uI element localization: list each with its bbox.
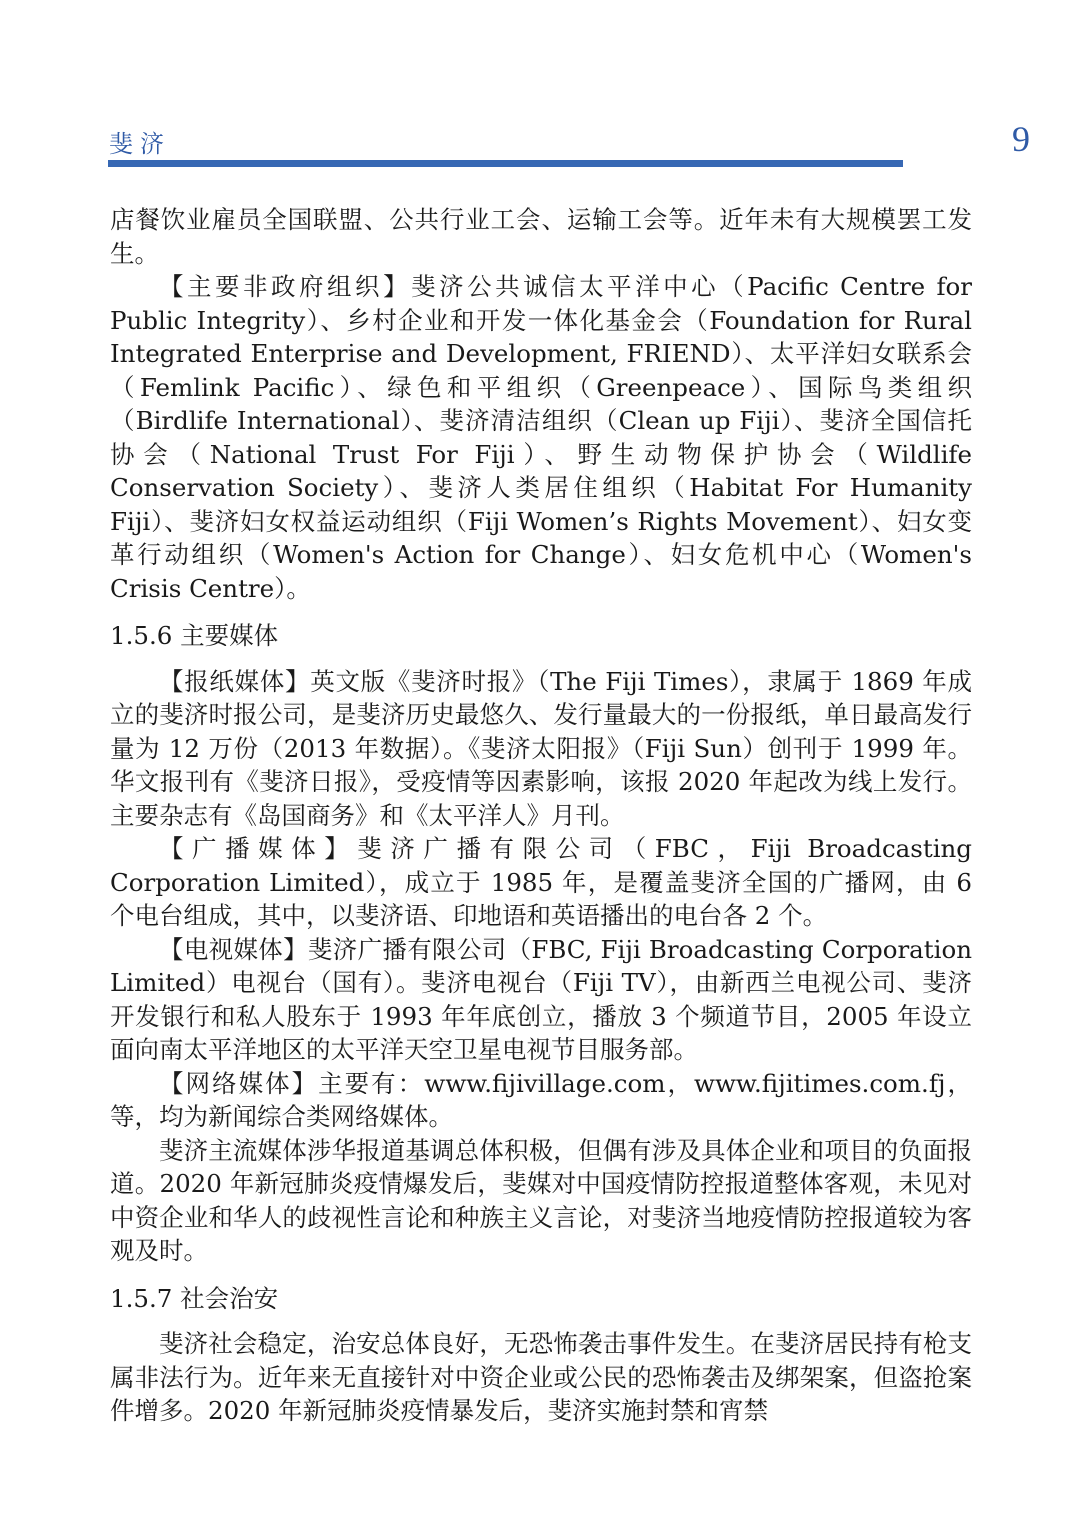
link-separator: ，: [665, 1068, 694, 1098]
section-heading-security: 1.5.7 社会治安: [110, 1283, 279, 1313]
online-media-suffix: ，等，均为新闻综合类网络媒体。: [110, 1068, 973, 1131]
page-number: 9: [1012, 119, 1030, 159]
paragraph-tv: 【电视媒体】斐济广播有限公司（FBC, Fiji Broadcasting Corporation Limited）电视台（国有）。斐济电视台（Fiji TV），由新西兰电视公司、斐济开发银行和私人股东于 1993 年年底创立，播放 3 个频道节目，2005 年设立面向南太平洋地区的太平洋天空卫星电视节目服务部。: [110, 934, 972, 1064]
online-media-prefix: 【网络媒体】主要有：: [159, 1068, 425, 1098]
paragraph-media-summary: 斐济主流媒体涉华报道基调总体积极，但偶有涉及具体企业和项目的负面报道。2020 年新冠肺炎疫情爆发后，斐媒对中国疫情防控报道整体客观，未见对中资企业和华人的歧视性言论和种族主义言论，对斐济当地疫情防控报道较为客观及时。: [110, 1135, 972, 1265]
paragraph-radio: 【广播媒体】斐济广播有限公司（FBC，Fiji Broadcasting Corporation Limited），成立于 1985 年，是覆盖斐济全国的广播网，由 6 个电台组成，其中，以斐济语、印地语和英语播出的电台各 2 个。: [110, 834, 972, 930]
paragraph-online-media: [110, 1067, 972, 1134]
link-fijitimes[interactable]: www.fijitimes.com.fj: [693, 1068, 946, 1098]
paragraph-newspaper: 【报纸媒体】英文版《斐济时报》（The Fiji Times），隶属于 1869 年成立的斐济时报公司，是斐济历史最悠久、发行量最大的一份报纸，单日最高发行量为 12 万份（2013 年数据）。《斐济太阳报》（Fiji Sun）创刊于 1999 年。华文报刊有《斐济日报》，受疫情等因素影响，该报 2020 年起改为线上发行。主要杂志有《岛国商务》和《太平洋人》月刊。: [110, 666, 972, 830]
paragraph-continuation: 店餐饮业雇员全国联盟、公共行业工会、运输工会等。近年未有大规模罢工发生。: [110, 205, 972, 268]
section-heading-media: 1.5.6 主要媒体: [110, 621, 279, 650]
page-body: [110, 203, 972, 1428]
header-rule: [108, 160, 903, 167]
running-header: 斐济: [109, 130, 171, 158]
paragraph-security: 斐济社会稳定，治安总体良好，无恐怖袭击事件发生。在斐济居民持有枪支属非法行为。近年来无直接针对中资企业或公民的恐怖袭击及绑架案，但盗抢案件增多。2020 年新冠肺炎疫情暴发后，斐济实施封禁和宵禁: [110, 1329, 972, 1425]
paragraph-ngo: 【主要非政府组织】斐济公共诚信太平洋中心（Pacific Centre for Public Integrity）、乡村企业和开发一体化基金会（Foundation for Rural Integrated Enterprise and Development, FRIEND）、太平洋妇女联系会（Femlink Pacific）、绿色和平组织（Greenpeace）、国际鸟类组织（Birdlife International）、斐济清洁组织（Clean up Fiji）、斐济全国信托协会（National Trust For Fiji）、野生动物保护协会（Wildlife Conservation Society）、斐济人类居住组织（Habitat For Humanity Fiji）、斐济妇女权益运动组织（Fiji Women’s Rights Movement）、妇女变革行动组织（Women's Action for Change）、妇女危机中心（Women's Crisis Centre）。: [110, 272, 972, 603]
link-fijivillage[interactable]: www.fijivillage.com: [424, 1068, 666, 1098]
